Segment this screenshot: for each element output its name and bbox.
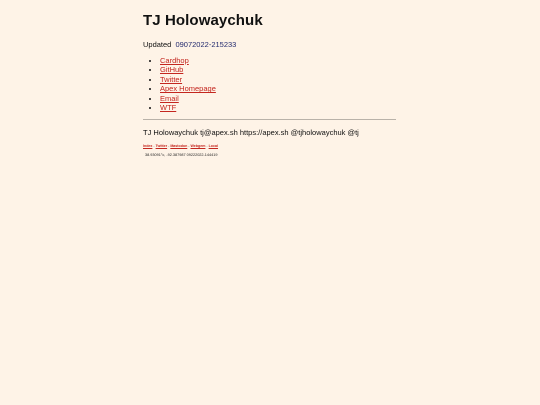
footer-twitter-link[interactable]: Twitter <box>155 144 168 148</box>
footer-links <box>143 144 218 148</box>
footer-index-link[interactable]: Index <box>143 144 153 148</box>
list-item <box>160 65 216 74</box>
apex-homepage-link[interactable]: Apex Homepage <box>160 84 216 94</box>
list-item <box>160 103 216 112</box>
footer-separator: - <box>153 144 155 148</box>
footer-local-link[interactable]: Local <box>208 144 218 148</box>
email-link[interactable]: Email <box>160 93 179 103</box>
wtf-link[interactable]: WTF <box>160 103 177 113</box>
list-item <box>160 84 216 93</box>
link-list <box>143 56 216 112</box>
updated-stamp: 09072022-215233 <box>175 40 237 49</box>
list-item <box>160 94 216 103</box>
updated-line <box>143 40 236 49</box>
footer-separator: - <box>168 144 170 148</box>
footer-meta: 38.93091°c, -92.387987 09222022-144419 <box>145 153 218 157</box>
footer-separator: - <box>188 144 190 148</box>
list-item <box>160 75 216 84</box>
page-title: TJ Holowaychuk <box>143 12 263 29</box>
contact-line: TJ Holowaychuk tj@apex.sh https://apex.sh @tjholowaychuk @tj <box>143 128 359 137</box>
divider <box>143 119 396 120</box>
footer-separator: - <box>206 144 208 148</box>
footer-mastodon-link[interactable]: Mastodon <box>170 144 188 148</box>
list-item <box>160 56 216 65</box>
twitter-link[interactable]: Twitter <box>160 74 183 84</box>
github-link[interactable]: GitHub <box>160 65 184 75</box>
updated-label: Updated <box>143 40 172 49</box>
cardhop-link[interactable]: Cardhop <box>160 56 189 65</box>
footer-webgem-link[interactable]: Webgem <box>190 144 206 148</box>
